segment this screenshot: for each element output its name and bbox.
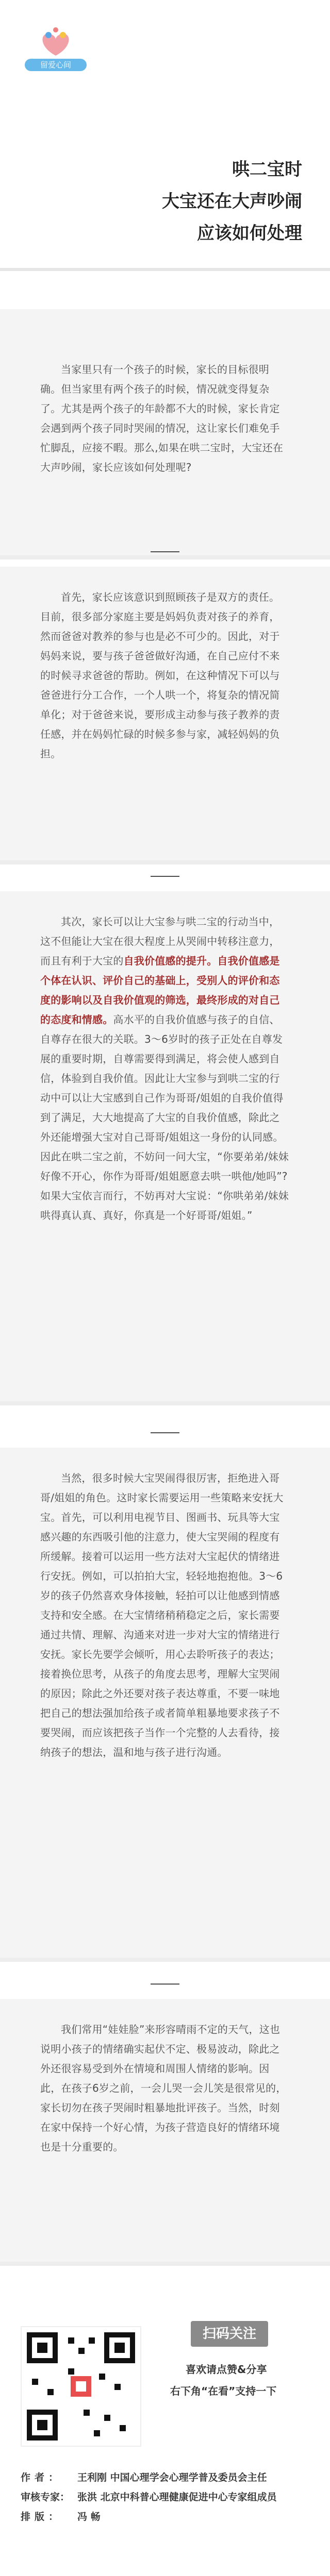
qr-code[interactable] [21, 2326, 141, 2447]
credit-row [21, 2507, 309, 2527]
hero-header [0, 0, 330, 271]
paragraph-text: 高水平的自我价值感与孩子的自信、自尊存在很大的关联。3～6岁时的孩子正处在自尊发展的重要时期，自尊需要得到满足，将会使人感到自信，体验到自我价值。因此让大宝参与到哄二宝的行动中可以让大宝感到自己作为哥哥/姐姐的自我价值得到了满足，大大地提高了大宝的自我价值感，除此之外还能增强大宝对自己哥哥/姐姐这一身份的认同感。因此在哄二宝之前，不妨问一问大宝，“你要弟弟/妹妹好像不开心，你作为哥哥/姐姐愿意去哄一哄他/她吗”?如果大宝依言而行，不妨再对大宝说：“你哄弟弟/妹妹哄得真认真、真好，你真是一个好哥哥/姐姐。” [40, 1013, 289, 1222]
scan-follow-badge: 扫码关注 [191, 2321, 268, 2347]
qr-code-icon [22, 2327, 140, 2446]
section-responsibility [0, 567, 330, 865]
credit-label: 排版： [21, 2511, 63, 2522]
highlight-text: 自我价值感的提升。 [123, 955, 218, 967]
follow-block [0, 2295, 330, 2455]
like-share-text: 喜欢请点赞&分享 [186, 2363, 267, 2376]
paragraph: 我们常用“娃娃脸”来形容晴雨不定的天气，这也说明小孩子的情绪确实起伏不定、极易波动，除此之外还很容易受到外在情境和周围人情绪的影响。因此，在孩子6岁之前，一会儿哭一会儿笑是很常见的，家长切勿在孩子哭闹时粗暴地批评孩子。当然，时刻在家中保持一个好心情，为孩子营造良好的情绪环境也是十分重要的。 [40, 2023, 287, 2153]
section-involve-elder [0, 891, 330, 1405]
logo-label: 留爱心间 [25, 59, 87, 71]
section-intro [0, 309, 330, 560]
paragraph-text: 其次，家长可以让大宝参与哄二宝的行动当中，这不但能让大宝在很大程度上从哭闹中转移注意力，而且有利于大宝的 [40, 916, 280, 967]
paragraph: 当然，很多时候大宝哭闹得很厉害，拒绝进入哥哥/姐姐的角色。这时家长需要运用一些策略来安抚大宝。首先，可以利用电视节目、图画书、玩具等大宝感兴趣的东西吸引他的注意力，使大宝哭闹的程度有所缓解。接着可以运用一些方法对大宝起伏的情绪进行安抚。例如，可以拍拍大宝，轻轻地抱抱他。3～6岁的孩子仍然喜欢身体接触，轻拍可以让他感到情感支持和安全感。在大宝情绪稍稍稳定之后，家长需要通过共情、理解、沟通来对进一步对大宝的情绪进行安抚。家长先要学会倾听，用心去聆听孩子的表达；接着换位思考，从孩子的角度去思考，理解大宝哭闹的原因；除此之外还要对孩子表达尊重，不要一味地把自己的想法强加给孩子或者简单粗暴地要求孩子不要哭闹，而应该把孩子当作一个完整的人去看待，接纳孩子的想法，温和地与孩子进行沟通。 [40, 1472, 284, 1758]
section-conclusion [0, 1999, 330, 2266]
credit-value: 冯 畅 [77, 2511, 101, 2522]
credit-label: 审核专家： [21, 2492, 70, 2503]
paragraph: 当家里只有一个孩子的时候，家长的目标很明确。但当家里有两个孩子的时候，情况就变得复杂了。尤其是两个孩子的年龄都不大的时候，家长肯定会遇到两个孩子同时哭闹的情况，这让家长们难免手忙脚乱，应接不暇。那么,如果在哄二宝时，大宝还在大声吵闹，家长应该如何处理呢? [40, 363, 284, 473]
credit-value: 王利刚 中国心理学会心理学普及委员会主任 [77, 2472, 267, 2483]
brand-logo [21, 25, 91, 74]
credit-row [21, 2487, 309, 2507]
highlight-definition: 自我价值感是个体在认识、评价自己的基础上，受别人的评价和态度的影响以及自我价值观的筛选，最终形成的对自己的态度和情感。 [40, 955, 280, 1026]
credit-label: 作者： [21, 2472, 63, 2483]
paragraph [40, 912, 290, 1225]
paragraph: 首先，家长应该意识到照顾孩子是双方的责任。目前，很多部分家庭主要是妈妈负责对孩子的养育，然而爸爸对教养的参与也是必不可少的。因此，对于妈妈来说，要与孩子爸爸做好沟通，在自己应付不来的时候寻求爸爸的帮助。例如，在这种情况下可以与爸爸进行分工合作，一个人哄一个，将复杂的情况简单化；对于爸爸来说，要形成主动参与孩子教养的责任感，并在妈妈忙碌的时候多参与家，减轻妈妈的负担。 [40, 591, 280, 760]
article-title [162, 154, 302, 249]
section-divider [151, 1432, 179, 1433]
watching-support-text: 右下角“在看”支持一下 [170, 2385, 277, 2397]
section-divider [151, 1984, 179, 1985]
credit-row [21, 2468, 309, 2487]
section-soothe-strategies [0, 1448, 330, 1962]
title-line-2: 大宝还在大声吵闹 [162, 191, 302, 212]
title-line-1: 哄二宝时 [232, 159, 302, 180]
section-divider [151, 876, 179, 877]
credits [21, 2468, 309, 2527]
section-divider [151, 551, 179, 552]
title-line-3: 应该如何处理 [197, 223, 302, 244]
credit-value: 张洪 北京中科普心理健康促进中心专家组成员 [77, 2492, 277, 2503]
heart-logo-icon [21, 25, 91, 61]
